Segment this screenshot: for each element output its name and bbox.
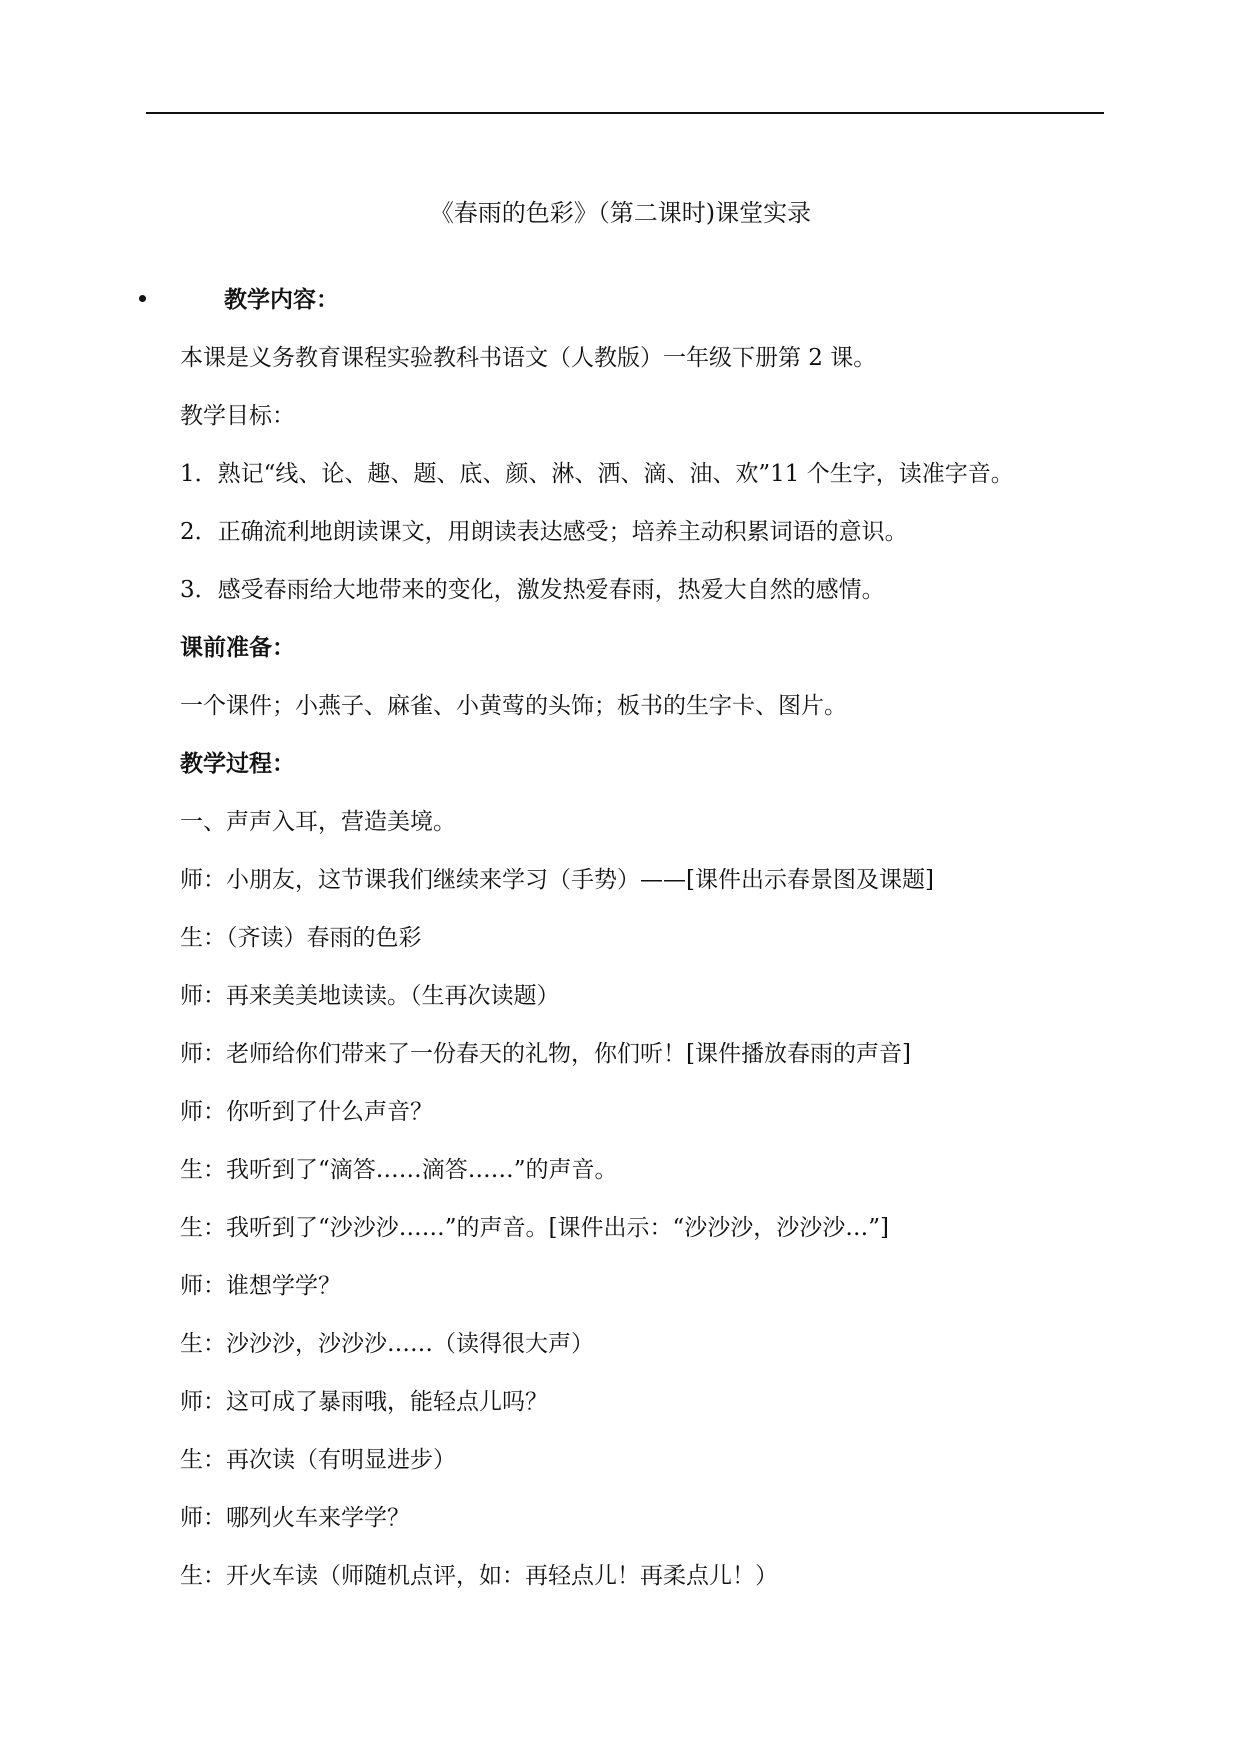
header-rule xyxy=(146,112,1104,114)
dialogue-line: 师：小朋友，这节课我们继续来学习（手势）——[课件出示春景图及课题] xyxy=(180,867,934,893)
dialogue-line: 师：老师给你们带来了一份春天的礼物，你们听！[课件播放春雨的声音] xyxy=(180,1041,911,1067)
goals-label: 教学目标： xyxy=(180,403,295,429)
dialogue-line: 生：我听到了“滴答……滴答……”的声音。 xyxy=(180,1157,618,1183)
goal-item-2: 2．正确流利地朗读课文，用朗读表达感受；培养主动积累词语的意识。 xyxy=(180,519,908,545)
intro-paragraph: 本课是义务教育课程实验教科书语文（人教版）一年级下册第 2 课。 xyxy=(180,345,877,371)
dialogue-line: 生：再次读（有明显进步） xyxy=(180,1447,456,1473)
dialogue-line: 生：我听到了“沙沙沙……”的声音。[课件出示：“沙沙沙，沙沙沙…”] xyxy=(180,1215,889,1241)
goal-item-3: 3．感受春雨给大地带来的变化，激发热爱春雨，热爱大自然的感情。 xyxy=(180,577,885,603)
dialogue-line: 师：再来美美地读读。（生再次读题） xyxy=(180,983,560,1009)
dialogue-line: 生：开火车读（师随机点评，如：再轻点儿！再柔点儿！） xyxy=(180,1563,778,1589)
document-title: 《春雨的色彩》（第二课时)课堂实录 xyxy=(429,199,812,227)
dialogue-line: 生：（齐读）春雨的色彩 xyxy=(180,925,422,951)
dialogue-line: 师：哪列火车来学学？ xyxy=(180,1505,410,1531)
goal-item-1: 1．熟记“线、论、趣、题、底、颜、淋、洒、滴、油、欢”11 个生字，读准字音。 xyxy=(180,461,1014,487)
prep-text: 一个课件；小燕子、麻雀、小黄莺的头饰；板书的生字卡、图片。 xyxy=(180,693,847,719)
dialogue-line: 一、声声入耳，营造美境。 xyxy=(180,809,456,835)
prep-label: 课前准备： xyxy=(180,635,295,661)
dialogue-line: 师：谁想学学？ xyxy=(180,1273,341,1299)
dialogue-line: 师：你听到了什么声音？ xyxy=(180,1099,433,1125)
bullet-icon xyxy=(139,295,146,302)
heading-teaching-content: 教学内容： xyxy=(224,287,339,313)
dialogue-line: 生：沙沙沙，沙沙沙……（读得很大声） xyxy=(180,1331,594,1357)
process-label: 教学过程： xyxy=(180,751,295,777)
dialogue-line: 师：这可成了暴雨哦，能轻点儿吗？ xyxy=(180,1389,548,1415)
